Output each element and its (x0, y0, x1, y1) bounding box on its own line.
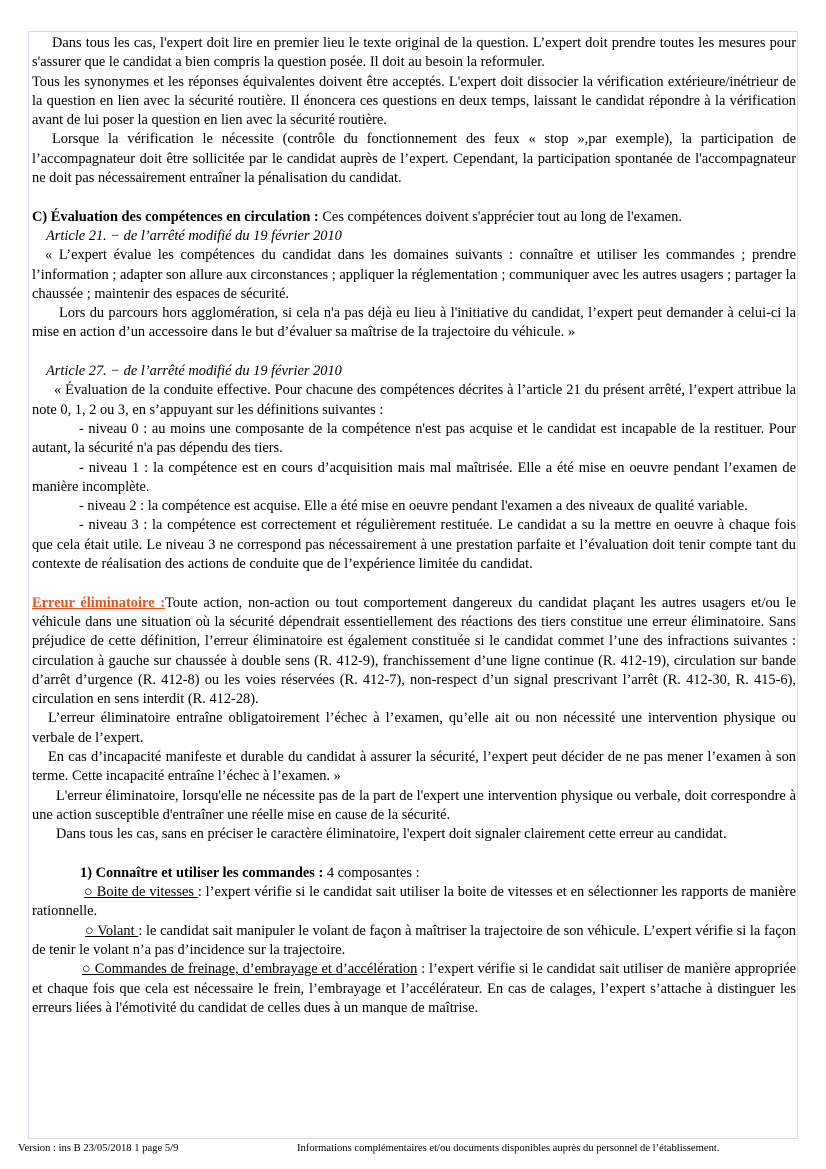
commandes-heading-text: 4 composantes : (323, 864, 420, 881)
erreur-paragraph-3: En cas d’incapacité manifeste et durable du candidat à assurer la sécurité, l’expert peut décider de ne pas mener l’examen à son terme. Cette incapacité entraîne l’échec à l’examen. » (32, 748, 796, 785)
article-21-paragraph-2: Lors du parcours hors agglomération, si cela n'a pas déjà eu lieu à l'initiative du candidat, l’expert peut demander à celui-ci la mise en action d’un accessoire dans le but d’évaluer sa maîtrise de la trajectoire du véhicule. » (32, 305, 796, 341)
commandes-heading: 1) Connaître et utiliser les commandes : (80, 864, 324, 881)
erreur-paragraph-2: L’erreur éliminatoire entraîne obligatoirement l’échec à l’examen, qu’elle ait ou non nécessité une intervention physique ou verbale de l’expert. (32, 710, 796, 746)
article-27-paragraph-1: « Évaluation de la conduite effective. Pour chacune des compétences décrites à l’article 21 du présent arrêté, l’expert attribue la note 0, 1, 2 ou 3, en s’appuyant sur les définitions suivantes : (32, 382, 796, 418)
footer-version: Version : ins B 23/05/2018 1 page 5/9 (18, 1143, 179, 1154)
level-3-item: - niveau 3 : la compétence est correctement et régulièrement restituée. Le candidat a su la mettre en oeuvre à chaque fois que cela était utile. Le niveau 3 ne correspond pas nécessairement à une prestation parfaite et l’évaluation doit tenir compte tant du contexte de réalisation des actions de conduite que de l’expérience limitée du candidat. (32, 517, 796, 573)
level-0-item: - niveau 0 : au moins une composante de la compétence n'est pas acquise et le candidat est incapable de la restituer. Pour autant, la sécurité n'a pas dépendu des tiers. (32, 420, 796, 457)
erreur-paragraph-4: L'erreur éliminatoire, lorsqu'elle ne nécessite pas de la part de l'expert une intervention physique ou verbale, doit correspondre à une action susceptible d'entraîner une réelle mise en cause de la sécurité. (32, 787, 796, 823)
article-27-title: Article 27. − de l’arrêté modifié du 19 février 2010 (46, 363, 342, 380)
commandes-item-label: ○ Boite de vitesses (84, 884, 198, 901)
intro-paragraph-1: Dans tous les cas, l'expert doit lire en premier lieu le texte original de la question. L’expert doit prendre toutes les mesures pour s'assurer que le candidat a bien compris la question posée. Il doit au besoin la reformuler. (32, 35, 796, 71)
commandes-heading-line (32, 864, 796, 883)
section-c-heading-text: Ces compétences doivent s'apprécier tout au long de l'examen. (318, 208, 682, 225)
erreur-paragraph-1 (32, 594, 796, 710)
erreur-eliminatoire-label: Erreur éliminatoire : (32, 594, 166, 611)
commandes-item-label: ○ Commandes de freinage, d’embrayage et d’accélération (82, 961, 418, 978)
commandes-item-boite-de-vitesses: ○ Boite de vitesses : l’expert vérifie si le candidat sait utiliser la boite de vitesses et en sélectionner les rapports de manière rationnelle. (32, 884, 796, 920)
section-c-heading: C) Évaluation des compétences en circulation : (32, 208, 319, 225)
article-21-paragraph-1: « L’expert évalue les compétences du candidat dans les domaines suivants : connaître et utiliser les commandes ; prendre l’information ; adapter son allure aux circonstances ; appliquer la réglementation ; communiquer avec les autres usagers ; partager la chaussée ; maintenir des espaces de sécurité. (32, 247, 796, 302)
section-c-heading-line (32, 208, 796, 227)
level-1-item: - niveau 1 : la compétence est en cours d’acquisition mais mal maîtrisée. Elle a été mise en oeuvre pendant l’examen de manière incomplète. (32, 459, 796, 495)
commandes-item-freinage: ○ Commandes de freinage, d’embrayage et d’accélération : l’expert vérifie si le candidat sait utiliser de manière appropriée et chaque fois que cela est nécessaire le frein, l’embrayage et l’accélérateur. En cas de calages, l’expert s’attache à distinguer les erreurs liées à l'émotivité du candidat de celles dues à un manque de maîtrise. (32, 961, 796, 1016)
document-body (32, 34, 796, 1018)
intro-paragraph-3: Lorsque la vérification le nécessite (contrôle du fonctionnement des feux « stop »,par exemple), la participation de l’accompagnateur doit être sollicitée par le candidat auprès de l’expert. Cependant, la participation spontanée de l'accompagnateur ne doit pas nécessairement entraîner la pénalisation du candidat. (32, 131, 796, 187)
intro-paragraph-2: Tous les synonymes et les réponses équivalentes doivent être acceptés. L'expert doit dissocier la vérification extérieure/inétrieur de la question en lien avec la sécurité routière. Il énoncera ces questions en deux temps, laissant le candidat répondre à la vérification avant de lui poser la question en lien avec la sécurité routière. (32, 73, 796, 129)
erreur-paragraph-1-text: Toute action, non-action ou tout comportement dangereux du candidat plaçant les autres usagers et/ou le véhicule dans une situation où la sécurité dépendrait essentiellement des réactions des tiers constitue une erreur éliminatoire. Sans préjudice de cette définition, l’erreur éliminatoire est également constituée si le candidat commet l’une des infractions suivantes : circulation à gauche sur chaussée à double sens (R. 412-9), franchissement d’une ligne continue (R. 412-19), circulation sur bande d’arrêt d’urgence (R. 412-8) ou les voies réservées (R. 412-7), non-respect d’un signal prescrivant l’arrêt (R. 412-30, R. 415-6), circulation en sens interdit (R. 412-28). (32, 594, 797, 708)
level-2-item: - niveau 2 : la compétence est acquise. Elle a été mise en oeuvre pendant l'examen a des niveaux de qualité variable. (79, 498, 748, 515)
commandes-item-label: ○ Volant (85, 922, 139, 939)
erreur-paragraph-5: Dans tous les cas, sans en préciser le caractère éliminatoire, l'expert doit signaler clairement cette erreur au candidat. (56, 826, 727, 843)
article-21-title: Article 21. − de l’arrêté modifié du 19 février 2010 (46, 227, 342, 244)
footer-info: Informations complémentaires et/ou documents disponibles auprès du personnel de l’établissement. (297, 1143, 720, 1154)
commandes-item-volant: ○ Volant : le candidat sait manipuler le volant de façon à maîtriser la trajectoire de son véhicule. L’expert vérifie si la façon de tenir le volant n’a pas d’incidence sur la trajectoire. (32, 922, 796, 958)
